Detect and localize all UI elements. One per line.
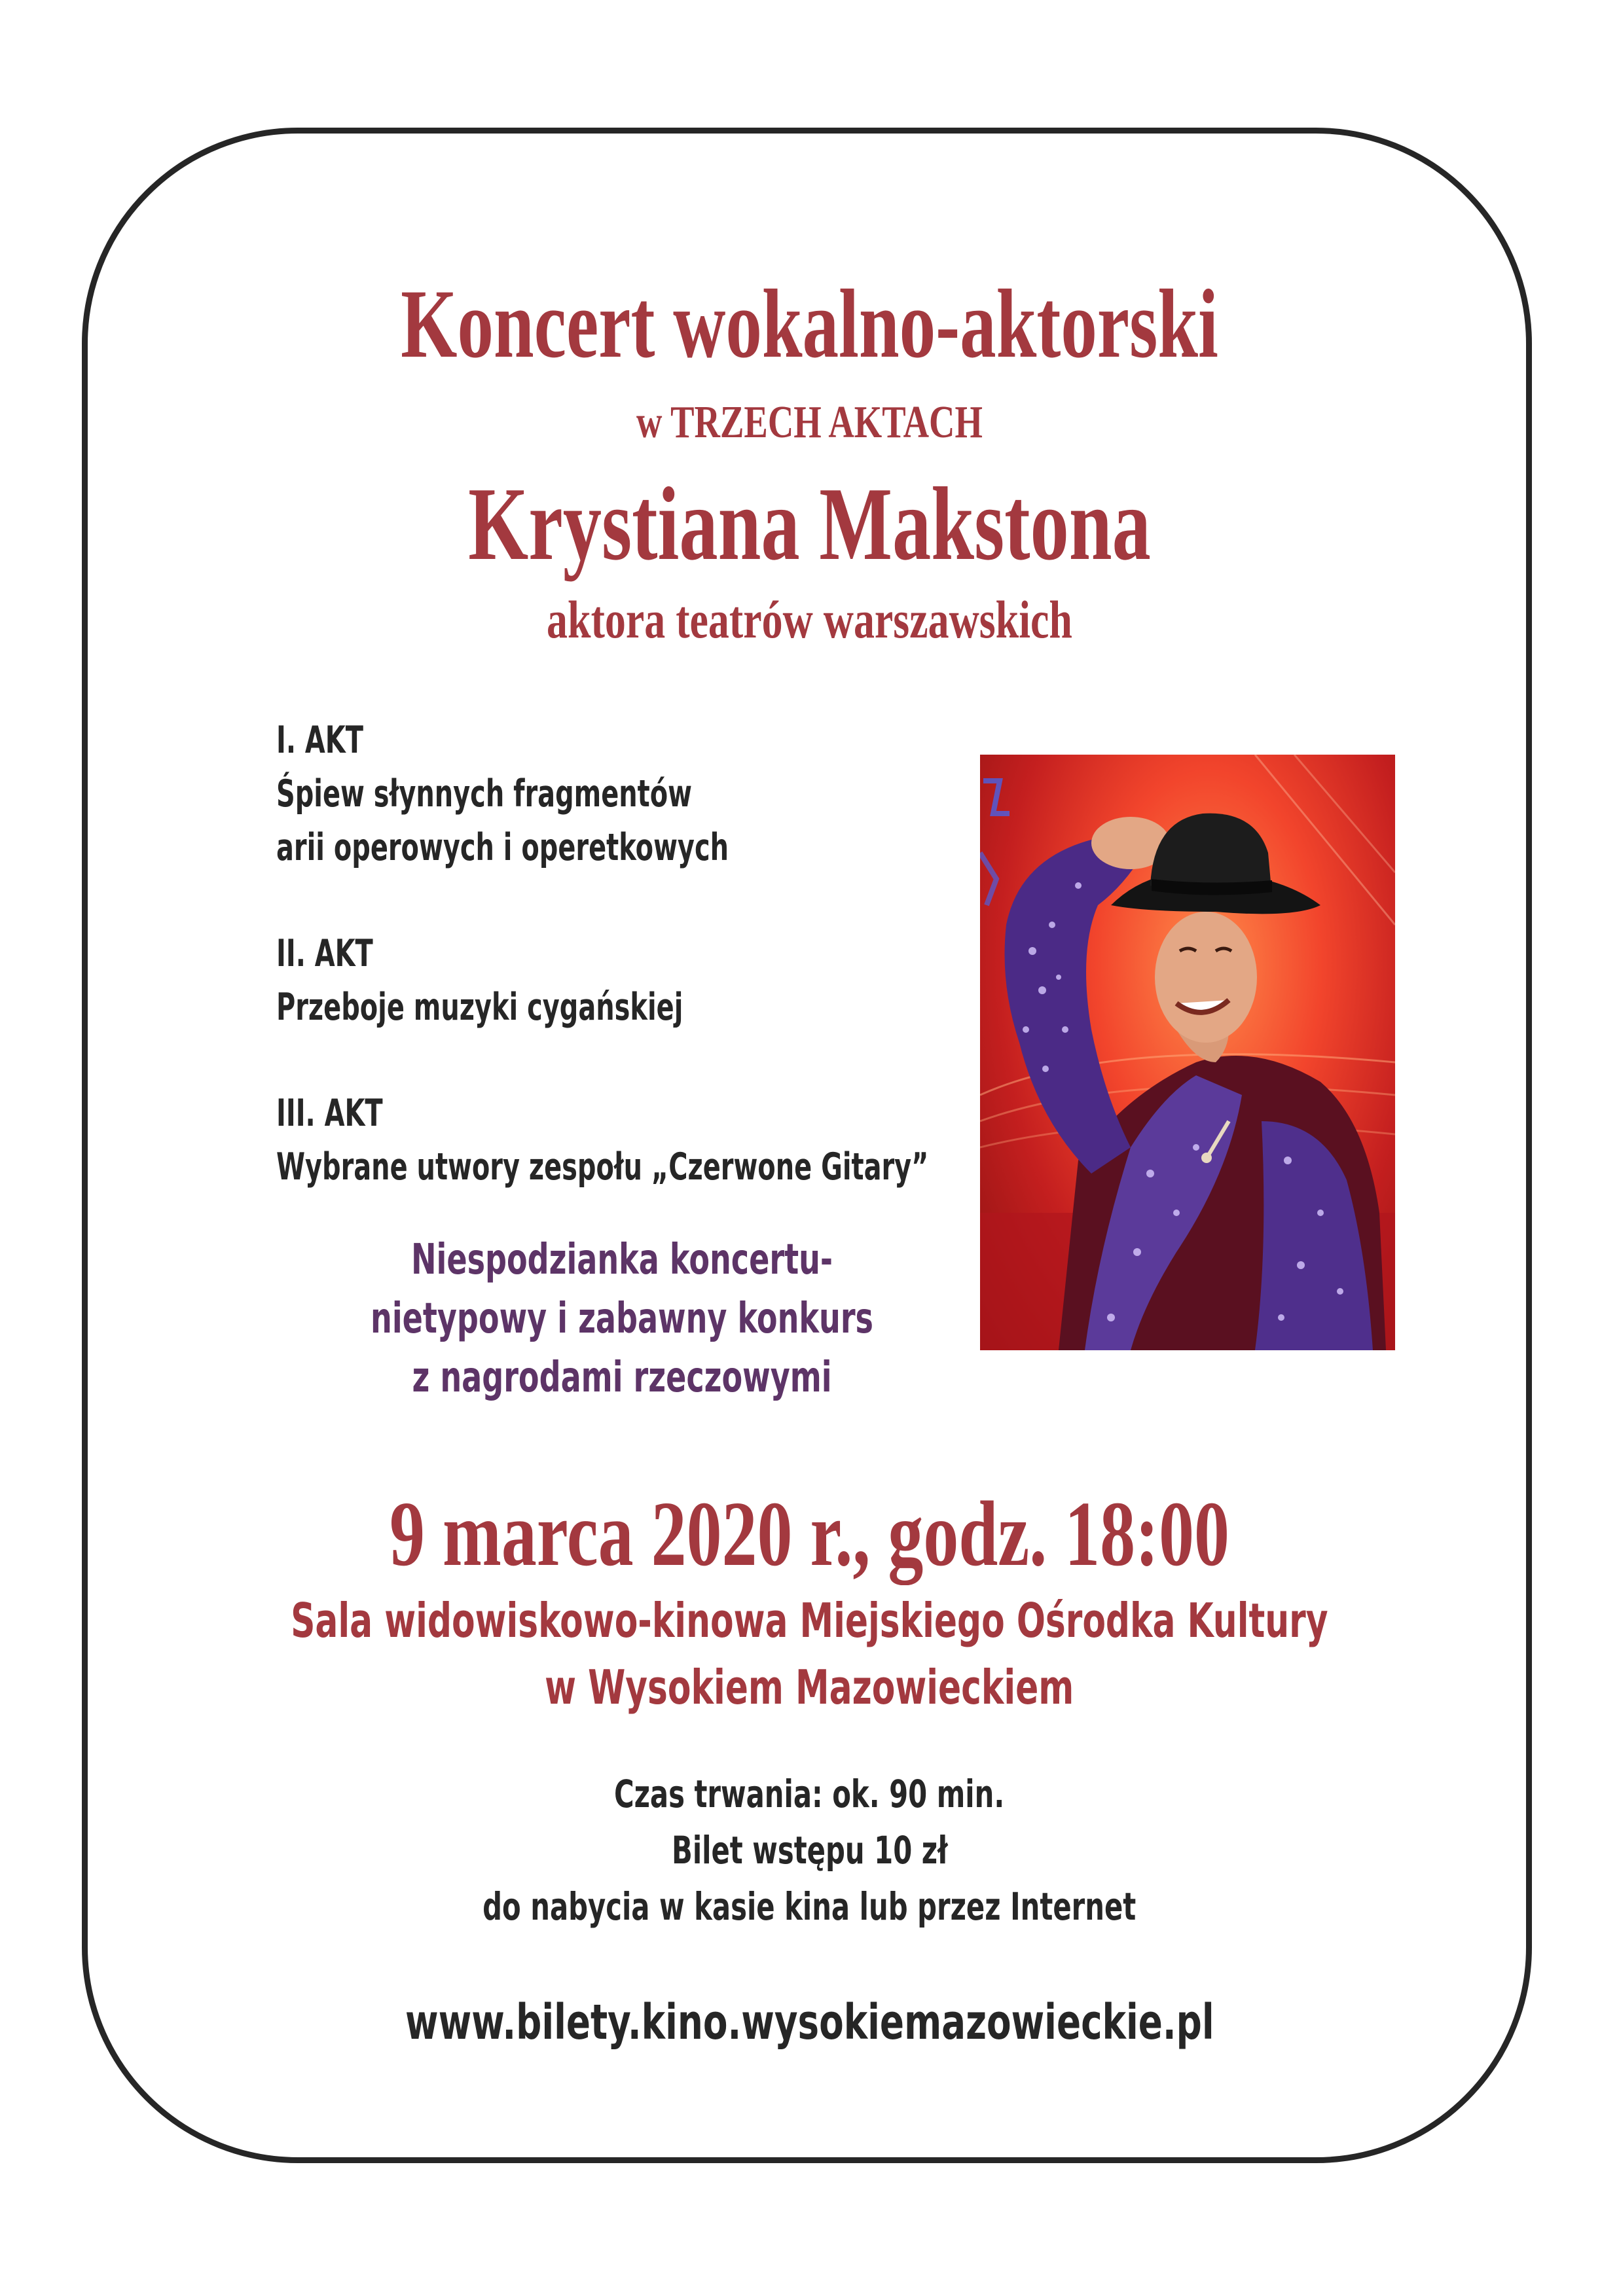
poster-title: Koncert wokalno-aktorski	[401, 270, 1218, 378]
act-heading: III. AKT	[276, 1092, 383, 1135]
act-heading: II. AKT	[276, 932, 373, 975]
venue-line	[0, 1589, 1619, 1652]
venue-line	[0, 1656, 1619, 1719]
info-line	[0, 1766, 1619, 1822]
info-line	[0, 1822, 1619, 1878]
venue-name: Sala widowiskowo-kinowa Miejskiego Ośrodka Kultury	[291, 1593, 1328, 1648]
venue-location: w Wysokiem Mazowieckiem	[545, 1660, 1074, 1715]
poster-subtitle: w TRZECH AKTACH	[636, 397, 983, 448]
event-date: 9 marca 2020 r., godz. 18:00	[390, 1482, 1229, 1585]
act-1	[276, 713, 762, 874]
act-description-line: Śpiew słynnych fragmentów	[276, 772, 693, 816]
info-line	[0, 1878, 1619, 1935]
act-3	[276, 1086, 929, 1194]
surprise-line: Niespodzianka koncertu-	[410, 1236, 833, 1284]
purchase-info-text: do nabycia w kasie kina lub przez Internet	[482, 1884, 1137, 1929]
ticket-website-link[interactable]: www.bilety.kino.wysokiemazowieckie.pl	[405, 1994, 1214, 2051]
performer-photo	[980, 755, 1395, 1350]
performer-name: Krystiana Makstona	[468, 465, 1151, 582]
act-2	[276, 927, 762, 1034]
performer-description: aktora teatrów warszawskich	[547, 590, 1072, 649]
act-heading: I. AKT	[276, 719, 363, 762]
surprise-line: z nagrodami rzeczowymi	[412, 1354, 832, 1402]
program-list	[276, 713, 929, 1246]
act-description-line: arii operowych i operetkowych	[276, 826, 729, 869]
surprise-line: nietypowy i zabawny konkurs	[371, 1295, 873, 1343]
act-description-line: Wybrane utwory zespołu „Czerwone Gitary”	[276, 1145, 929, 1189]
duration-text: Czas trwania: ok. 90 min.	[614, 1772, 1005, 1816]
surprise-note	[249, 1230, 995, 1407]
act-description-line: Przeboje muzyki cygańskiej	[276, 986, 683, 1029]
ticket-price-text: Bilet wstępu 10 zł	[671, 1828, 948, 1873]
ticket-website	[0, 1990, 1619, 2055]
performer-illustration	[980, 755, 1395, 1350]
